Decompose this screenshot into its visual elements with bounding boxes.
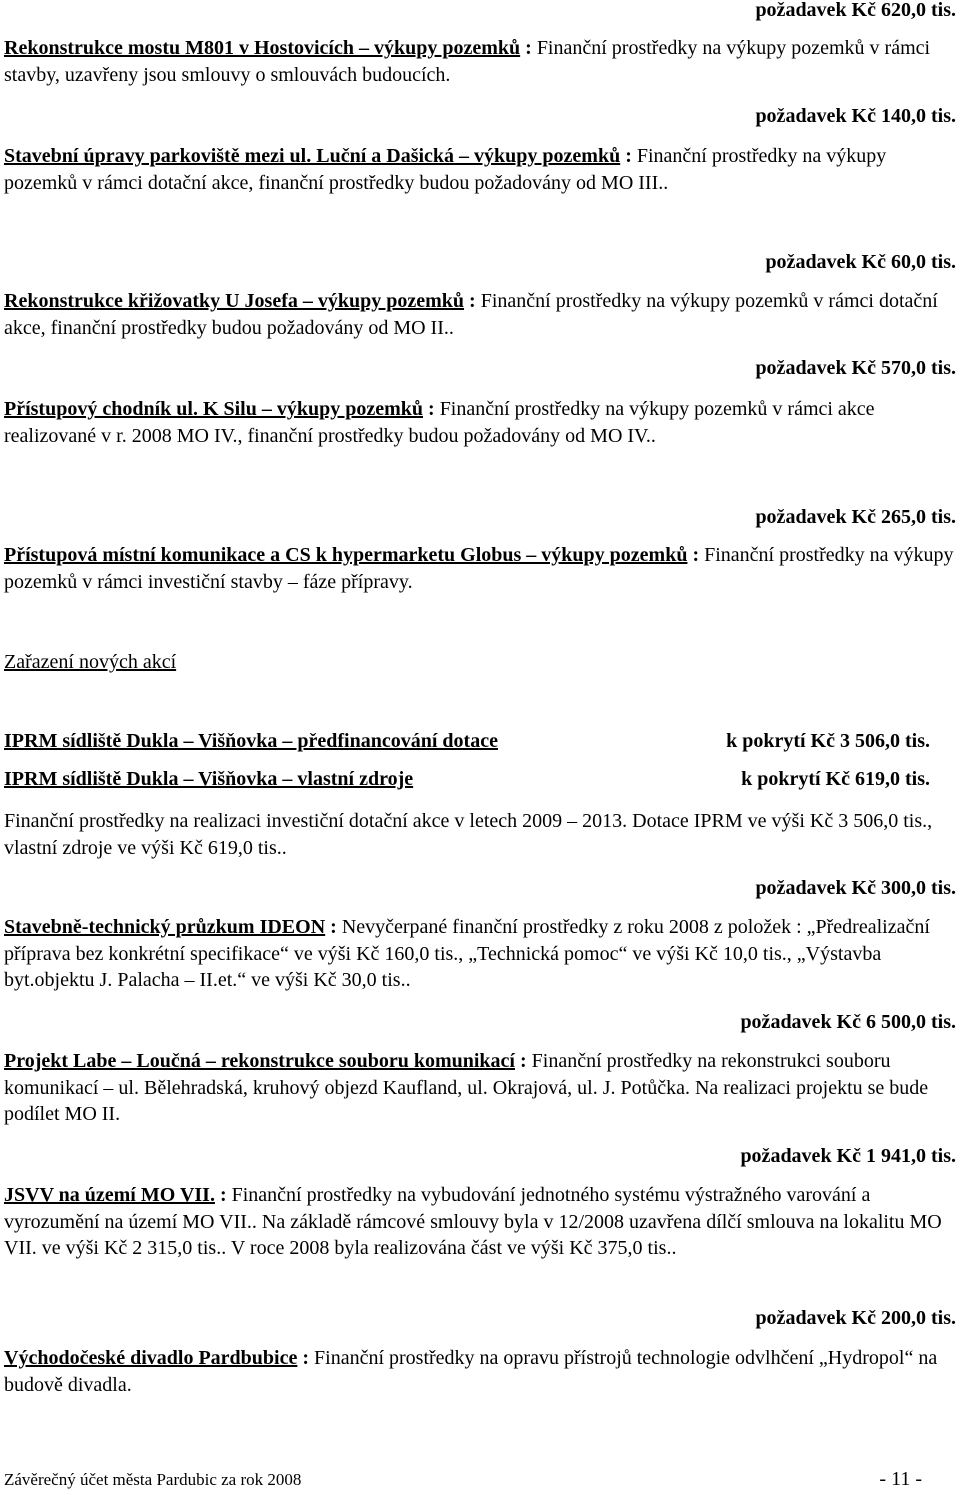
paragraph-jsvv: JSVV na území MO VII. : Finanční prostředky na vybudování jednotného systému výstražného varování a vyrozumění na území MO VII.. Na základě rámcové smlouvy byla v 12/2008 uzavřena dílčí smlouva na lokalitu MO VII. ve výši Kč 2 315,0 tis.. V roce 2008 byla realizována část ve výši Kč 375,0 tis.. <box>4 1184 942 1259</box>
amount-divadlo: požadavek Kč 200,0 tis. <box>755 1307 956 1329</box>
item-title: JSVV na území MO VII. <box>4 1184 215 1206</box>
amount-chodnik: požadavek Kč 570,0 tis. <box>755 357 956 379</box>
item-text: Finanční prostředky na rekonstrukci souboru komunikací – ul. Bělehradská, kruhový objezd Kaufland, ul. Okrajová, ul. J. Potůčka. Na realizaci projektu se bude podílet MO II. <box>4 1050 929 1125</box>
item-text: Nevyčerpané finanční prostředky z roku 2008 z položek : „Předrealizační příprava bez konkrétní specifikace“ ve výši Kč 160,0 tis., „Technická pomoc“ ve výši Kč 10,0 tis., „Výstavba byt.objektu J. Palacha – II.et.“ ve výši Kč 30,0 tis.. <box>4 916 930 991</box>
paragraph-parkoviste: Stavební úpravy parkoviště mezi ul. Luční a Dašická – výkupy pozemků : Finanční prostředky na výkupy pozemků v rámci dotační akce, finanční prostředky budou požadovány od MO III.. <box>4 145 887 194</box>
section-heading-nove-akce: Zařazení nových akcí <box>4 651 177 673</box>
item-text: Finanční prostředky na výkupy pozemků v rámci dotační akce, finanční prostředky budou požadovány od MO III.. <box>4 145 887 194</box>
paragraph-labe-loucna: Projekt Labe – Loučná – rekonstrukce souboru komunikací : Finanční prostředky na rekonstrukci souboru komunikací – ul. Bělehradská, kruhový objezd Kaufland, ul. Okrajová, ul. J. Potůčka. Na realizaci projektu se bude podílet MO II. <box>4 1050 929 1125</box>
item-title: Přístupový chodník ul. K Silu – výkupy pozemků <box>4 398 424 420</box>
item-text: Finanční prostředky na výkupy pozemků v rámci stavby, uzavřeny jsou smlouvy o smlouvách budoucích. <box>4 37 931 86</box>
iprm-vlastni-zdroje-amount: k pokrytí Kč 619,0 tis. <box>741 768 930 790</box>
paragraph-ideon: Stavebně-technický průzkum IDEON : Nevyčerpané finanční prostředky z roku 2008 z položek : „Předrealizační příprava bez konkrétní specifikace“ ve výši Kč 160,0 tis., „Technická pomoc“ ve výši Kč 10,0 tis., „Výstavba byt.objektu J. Palacha – II.et.“ ve výši Kč 30,0 tis.. <box>4 916 930 991</box>
amount-ideon: požadavek Kč 300,0 tis. <box>755 877 956 899</box>
paragraph-globus: Přístupová místní komunikace a CS k hypermarketu Globus – výkupy pozemků : Finanční prostředky na výkupy pozemků v rámci investiční stavby – fáze přípravy. <box>4 544 954 593</box>
item-text: Finanční prostředky na opravu přístrojů technologie odvlhčení „Hydropol“ na budově divadla. <box>4 1347 938 1396</box>
amount-jsvv: požadavek Kč 1 941,0 tis. <box>740 1145 956 1167</box>
footer-document-title: Závěrečný účet města Pardubic za rok 2008 <box>4 1470 302 1489</box>
iprm-predfinancovani-amount: k pokrytí Kč 3 506,0 tis. <box>726 730 930 752</box>
item-text: Finanční prostředky na vybudování jednotného systému výstražného varování a vyrozumění na území MO VII.. Na základě rámcové smlouvy byla v 12/2008 uzavřena dílčí smlouva na lokalitu MO VII. ve výši Kč 2 315,0 tis.. V roce 2008 byla realizována část ve výši Kč 375,0 tis.. <box>4 1184 942 1259</box>
amount-most-m801: požadavek Kč 620,0 tis. <box>755 0 956 21</box>
iprm-vlastni-zdroje-title: IPRM sídliště Dukla – Višňovka – vlastní zdroje <box>4 768 414 790</box>
item-title: Východočeské divadlo Pardbubice <box>4 1347 298 1369</box>
amount-globus: požadavek Kč 265,0 tis. <box>755 506 956 528</box>
item-text: Finanční prostředky na výkupy pozemků v rámci dotační akce, finanční prostředky budou požadovány od MO II.. <box>4 290 938 339</box>
item-text: Finanční prostředky na realizaci investiční dotační akce v letech 2009 – 2013. Dotace IPRM ve výši Kč 3 506,0 tis., vlastní zdroje ve výši Kč 619,0 tis.. <box>4 810 933 859</box>
amount-parkoviste: požadavek Kč 140,0 tis. <box>755 105 956 127</box>
item-text: Finanční prostředky na výkupy pozemků v rámci akce realizované v r. 2008 MO IV., finanční prostředky budou požadovány od MO IV.. <box>4 398 875 447</box>
item-title: Stavební úpravy parkoviště mezi ul. Luční a Dašická – výkupy pozemků <box>4 145 621 167</box>
paragraph-most-m801: Rekonstrukce mostu M801 v Hostovicích – výkupy pozemků : Finanční prostředky na výkupy pozemků v rámci stavby, uzavřeny jsou smlouvy o smlouvách budoucích. <box>4 37 931 86</box>
paragraph-krizovatka: Rekonstrukce křižovatky U Josefa – výkupy pozemků : Finanční prostředky na výkupy pozemků v rámci dotační akce, finanční prostředky budou požadovány od MO II.. <box>4 290 938 339</box>
item-title: Přístupová místní komunikace a CS k hypermarketu Globus – výkupy pozemků <box>4 544 688 566</box>
amount-krizovatka: požadavek Kč 60,0 tis. <box>765 251 956 273</box>
iprm-predfinancovani-title: IPRM sídliště Dukla – Višňovka – předfinancování dotace <box>4 730 498 752</box>
item-text: Finanční prostředky na výkupy pozemků v rámci investiční stavby – fáze přípravy. <box>4 544 954 593</box>
paragraph-chodnik: Přístupový chodník ul. K Silu – výkupy pozemků : Finanční prostředky na výkupy pozemků v rámci akce realizované v r. 2008 MO IV., finanční prostředky budou požadovány od MO IV.. <box>4 398 875 447</box>
paragraph-divadlo: Východočeské divadlo Pardbubice : Finanční prostředky na opravu přístrojů technologie odvlhčení „Hydropol“ na budově divadla. <box>4 1347 938 1396</box>
item-title: Rekonstrukce křižovatky U Josefa – výkupy pozemků <box>4 290 465 312</box>
item-title: Projekt Labe – Loučná – rekonstrukce souboru komunikací <box>4 1050 515 1072</box>
footer-page-number: - 11 - <box>879 1468 922 1490</box>
item-title: Rekonstrukce mostu M801 v Hostovicích – výkupy pozemků <box>4 37 521 59</box>
amount-labe-loucna: požadavek Kč 6 500,0 tis. <box>740 1011 956 1033</box>
item-title: Stavebně-technický průzkum IDEON <box>4 916 326 938</box>
paragraph-iprm <box>4 808 956 861</box>
